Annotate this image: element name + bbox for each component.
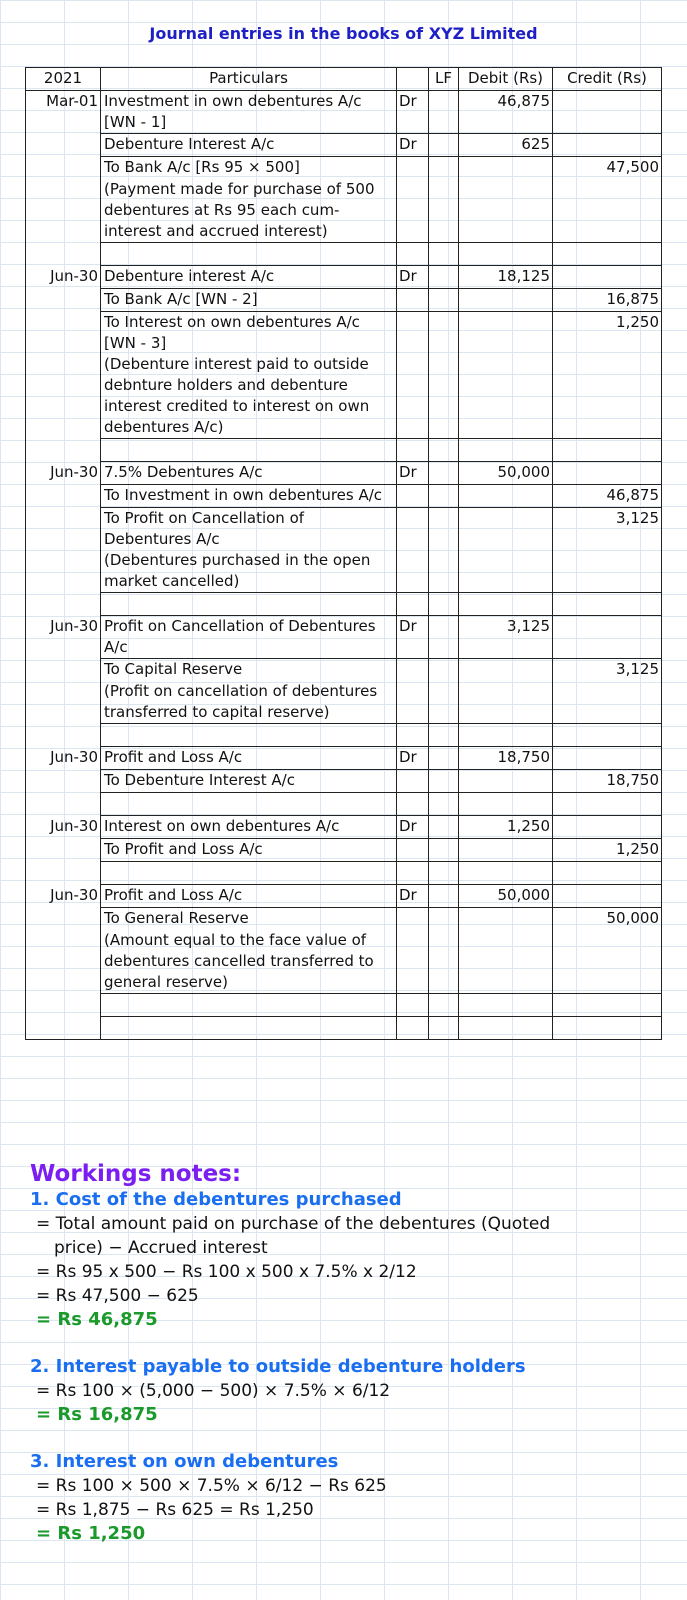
spacer-cell — [26, 994, 101, 1017]
spacer-cell — [397, 724, 429, 747]
lf-cell — [429, 354, 459, 439]
spacer-cell — [553, 243, 662, 266]
dr-marker — [397, 179, 429, 243]
debit-amount — [459, 354, 553, 439]
credit-amount: 18,750 — [553, 770, 662, 793]
dr-marker: Dr — [397, 91, 429, 134]
particulars-text: To Capital Reserve — [101, 659, 397, 682]
debit-amount — [459, 179, 553, 243]
spacer-row — [26, 994, 662, 1017]
lf-cell — [429, 91, 459, 134]
credit-amount — [553, 885, 662, 908]
credit-amount — [553, 681, 662, 724]
debit-amount — [459, 485, 553, 508]
dr-marker — [397, 839, 429, 862]
spacer-cell — [429, 593, 459, 616]
journal-row — [26, 616, 662, 659]
particulars-text: Investment in own debentures A/c [WN - 1] — [101, 91, 397, 134]
dr-marker: Dr — [397, 885, 429, 908]
dr-marker — [397, 157, 429, 180]
debit-amount: 625 — [459, 134, 553, 157]
spacer-cell — [553, 593, 662, 616]
journal-row — [26, 134, 662, 157]
entry-date — [26, 354, 101, 439]
entry-date — [26, 289, 101, 312]
lf-cell — [429, 179, 459, 243]
journal-row — [26, 462, 662, 485]
credit-amount — [553, 266, 662, 289]
spacer-cell — [553, 994, 662, 1017]
spacer-row — [26, 243, 662, 266]
spacer-cell — [26, 862, 101, 885]
debit-amount: 50,000 — [459, 462, 553, 485]
lf-cell — [429, 770, 459, 793]
dr-marker — [397, 485, 429, 508]
spacer-cell — [429, 243, 459, 266]
closing-cell — [101, 1017, 397, 1040]
working-notes — [30, 1160, 680, 1546]
spacer-cell — [26, 593, 101, 616]
entry-date — [26, 659, 101, 682]
credit-amount — [553, 816, 662, 839]
debit-amount — [459, 550, 553, 593]
spacer-cell — [101, 793, 397, 816]
credit-amount: 47,500 — [553, 157, 662, 180]
closing-cell — [553, 1017, 662, 1040]
spacer-cell — [26, 724, 101, 747]
entry-date: Jun-30 — [26, 616, 101, 659]
entry-date: Jun-30 — [26, 462, 101, 485]
dr-marker — [397, 550, 429, 593]
note-line: = Rs 95 x 500 − Rs 100 x 500 x 7.5% x 2/12 — [36, 1262, 417, 1282]
journal-row — [26, 289, 662, 312]
lf-cell — [429, 930, 459, 994]
dr-marker — [397, 908, 429, 931]
entry-date — [26, 179, 101, 243]
spacer-cell — [101, 593, 397, 616]
narration-text: (Debentures purchased in the open market cancelled) — [101, 550, 397, 593]
spacer-cell — [26, 439, 101, 462]
credit-amount — [553, 91, 662, 134]
debit-amount: 46,875 — [459, 91, 553, 134]
debit-amount: 18,125 — [459, 266, 553, 289]
debit-amount — [459, 681, 553, 724]
journal-row — [26, 354, 662, 439]
spacer-row — [26, 793, 662, 816]
particulars-text: To Investment in own debentures A/c — [101, 485, 397, 508]
debit-amount — [459, 312, 553, 355]
entry-date: Jun-30 — [26, 747, 101, 770]
working-notes-list — [30, 1188, 680, 1546]
spacer-cell — [553, 793, 662, 816]
particulars-text: Profit on Cancellation of Debentures A/c — [101, 616, 397, 659]
journal-row — [26, 550, 662, 593]
spacer-cell — [429, 994, 459, 1017]
debit-amount — [459, 157, 553, 180]
spacer-cell — [459, 724, 553, 747]
narration-text: (Debenture interest paid to outside debnture holders and debenture interest credited to interest on own debentures A/c) — [101, 354, 397, 439]
dr-marker — [397, 770, 429, 793]
lf-cell — [429, 266, 459, 289]
lf-cell — [429, 508, 459, 551]
narration-text: (Payment made for purchase of 500 debentures at Rs 95 each cum-interest and accrued interest) — [101, 179, 397, 243]
dr-marker: Dr — [397, 816, 429, 839]
entry-date: Jun-30 — [26, 266, 101, 289]
lf-cell — [429, 747, 459, 770]
note-result: = Rs 16,875 — [36, 1404, 158, 1425]
journal-row — [26, 839, 662, 862]
entry-date: Jun-30 — [26, 885, 101, 908]
spacer-cell — [429, 439, 459, 462]
spacer-cell — [397, 793, 429, 816]
note-line: = Rs 1,875 − Rs 625 = Rs 1,250 — [36, 1500, 314, 1520]
spacer-cell — [429, 862, 459, 885]
journal-row — [26, 266, 662, 289]
dr-marker — [397, 289, 429, 312]
dr-marker: Dr — [397, 616, 429, 659]
closing-row — [26, 1017, 662, 1040]
credit-amount — [553, 747, 662, 770]
journal-row — [26, 312, 662, 355]
credit-amount — [553, 616, 662, 659]
spacer-cell — [101, 439, 397, 462]
spacer-cell — [553, 439, 662, 462]
particulars-text: To Interest on own debentures A/c [WN - 3] — [101, 312, 397, 355]
spacer-cell — [397, 862, 429, 885]
journal-row — [26, 508, 662, 551]
closing-cell — [26, 1017, 101, 1040]
journal-row — [26, 91, 662, 134]
entry-date — [26, 134, 101, 157]
dr-marker — [397, 930, 429, 994]
credit-amount: 46,875 — [553, 485, 662, 508]
lf-cell — [429, 157, 459, 180]
lf-cell — [429, 550, 459, 593]
spacer-cell — [459, 994, 553, 1017]
spacer-row — [26, 439, 662, 462]
note-title: 3. Interest on own debentures — [30, 1451, 339, 1472]
header-particulars: Particulars — [101, 68, 397, 91]
entry-date — [26, 681, 101, 724]
note-line: price) − Accrued interest — [54, 1238, 268, 1258]
dr-marker — [397, 508, 429, 551]
working-notes-heading: Workings notes: — [30, 1161, 242, 1187]
journal-row — [26, 770, 662, 793]
debit-amount — [459, 289, 553, 312]
spacer-row — [26, 862, 662, 885]
spacer-cell — [459, 593, 553, 616]
spacer-row — [26, 593, 662, 616]
spacer-cell — [429, 793, 459, 816]
entry-date — [26, 839, 101, 862]
dr-marker — [397, 659, 429, 682]
credit-amount: 50,000 — [553, 908, 662, 931]
spacer-cell — [101, 243, 397, 266]
lf-cell — [429, 312, 459, 355]
particulars-text: Profit and Loss A/c — [101, 885, 397, 908]
debit-amount — [459, 908, 553, 931]
page-title: Journal entries in the books of XYZ Limited — [149, 24, 538, 43]
particulars-text: Profit and Loss A/c — [101, 747, 397, 770]
particulars-text: Debenture Interest A/c — [101, 134, 397, 157]
particulars-text: To Bank A/c [Rs 95 × 500] — [101, 157, 397, 180]
credit-amount: 16,875 — [553, 289, 662, 312]
credit-amount: 3,125 — [553, 659, 662, 682]
dr-marker — [397, 354, 429, 439]
particulars-text: Interest on own debentures A/c — [101, 816, 397, 839]
spacer-cell — [459, 862, 553, 885]
header-year: 2021 — [26, 68, 101, 91]
note-gap — [30, 1427, 680, 1450]
note-line: = Rs 100 × (5,000 − 500) × 7.5% × 6/12 — [36, 1381, 391, 1401]
spacer-cell — [397, 593, 429, 616]
entry-date — [26, 157, 101, 180]
credit-amount — [553, 550, 662, 593]
header-credit: Credit (Rs) — [553, 68, 662, 91]
closing-cell — [397, 1017, 429, 1040]
debit-amount: 50,000 — [459, 885, 553, 908]
spacer-cell — [26, 793, 101, 816]
entry-date — [26, 508, 101, 551]
spacer-cell — [101, 862, 397, 885]
lf-cell — [429, 839, 459, 862]
closing-cell — [429, 1017, 459, 1040]
particulars-text: To Bank A/c [WN - 2] — [101, 289, 397, 312]
table-header-row — [26, 68, 662, 91]
debit-amount — [459, 930, 553, 994]
dr-marker: Dr — [397, 134, 429, 157]
note-result: = Rs 1,250 — [36, 1523, 146, 1544]
dr-marker — [397, 312, 429, 355]
entry-date: Mar-01 — [26, 91, 101, 134]
particulars-text: 7.5% Debentures A/c — [101, 462, 397, 485]
lf-cell — [429, 908, 459, 931]
dr-marker: Dr — [397, 747, 429, 770]
spacer-cell — [429, 724, 459, 747]
lf-cell — [429, 462, 459, 485]
lf-cell — [429, 289, 459, 312]
particulars-text: To Profit on Cancellation of Debentures A/c — [101, 508, 397, 551]
entry-date — [26, 312, 101, 355]
journal-row — [26, 681, 662, 724]
credit-amount: 3,125 — [553, 508, 662, 551]
debit-amount — [459, 659, 553, 682]
header-dr — [397, 68, 429, 91]
journal-row — [26, 816, 662, 839]
journal-row — [26, 485, 662, 508]
spacer-cell — [459, 243, 553, 266]
closing-cell — [459, 1017, 553, 1040]
spacer-cell — [553, 724, 662, 747]
lf-cell — [429, 885, 459, 908]
entry-date — [26, 930, 101, 994]
credit-amount — [553, 134, 662, 157]
credit-amount: 1,250 — [553, 312, 662, 355]
spacer-cell — [397, 439, 429, 462]
spacer-cell — [397, 243, 429, 266]
debit-amount — [459, 770, 553, 793]
particulars-text: To Profit and Loss A/c — [101, 839, 397, 862]
spacer-cell — [397, 994, 429, 1017]
particulars-text: To General Reserve — [101, 908, 397, 931]
header-debit: Debit (Rs) — [459, 68, 553, 91]
debit-amount: 3,125 — [459, 616, 553, 659]
debit-amount: 18,750 — [459, 747, 553, 770]
credit-amount — [553, 930, 662, 994]
note-title: 2. Interest payable to outside debenture holders — [30, 1356, 526, 1377]
note-line: = Total amount paid on purchase of the debentures (Quoted — [36, 1214, 551, 1234]
lf-cell — [429, 659, 459, 682]
spacer-cell — [553, 862, 662, 885]
journal-body — [26, 68, 662, 1040]
particulars-text: Debenture interest A/c — [101, 266, 397, 289]
journal-row — [26, 908, 662, 931]
journal-row — [26, 930, 662, 994]
debit-amount — [459, 508, 553, 551]
journal-row — [26, 747, 662, 770]
header-lf: LF — [429, 68, 459, 91]
entry-date — [26, 550, 101, 593]
dr-marker — [397, 681, 429, 724]
dr-marker: Dr — [397, 462, 429, 485]
entry-date — [26, 770, 101, 793]
lf-cell — [429, 134, 459, 157]
credit-amount: 1,250 — [553, 839, 662, 862]
journal-row — [26, 659, 662, 682]
entry-date: Jun-30 — [26, 816, 101, 839]
note-line: = Rs 47,500 − 625 — [36, 1286, 199, 1306]
journal-row — [26, 179, 662, 243]
narration-text: (Amount equal to the face value of debentures cancelled transferred to general reserve) — [101, 930, 397, 994]
journal-row — [26, 157, 662, 180]
spacer-row — [26, 724, 662, 747]
narration-text: (Profit on cancellation of debentures transferred to capital reserve) — [101, 681, 397, 724]
note-title: 1. Cost of the debentures purchased — [30, 1189, 402, 1210]
journal-row — [26, 885, 662, 908]
journal-table — [25, 67, 662, 1040]
debit-amount: 1,250 — [459, 816, 553, 839]
spacer-cell — [101, 724, 397, 747]
lf-cell — [429, 681, 459, 724]
lf-cell — [429, 816, 459, 839]
note-result: = Rs 46,875 — [36, 1309, 158, 1330]
spacer-cell — [459, 793, 553, 816]
credit-amount — [553, 462, 662, 485]
spacer-cell — [459, 439, 553, 462]
note-gap — [30, 1332, 680, 1355]
spacer-cell — [101, 994, 397, 1017]
note-line: = Rs 100 × 500 × 7.5% × 6/12 − Rs 625 — [36, 1476, 387, 1496]
entry-date — [26, 908, 101, 931]
dr-marker: Dr — [397, 266, 429, 289]
spacer-cell — [26, 243, 101, 266]
credit-amount — [553, 179, 662, 243]
particulars-text: To Debenture Interest A/c — [101, 770, 397, 793]
lf-cell — [429, 616, 459, 659]
debit-amount — [459, 839, 553, 862]
credit-amount — [553, 354, 662, 439]
entry-date — [26, 485, 101, 508]
lf-cell — [429, 485, 459, 508]
